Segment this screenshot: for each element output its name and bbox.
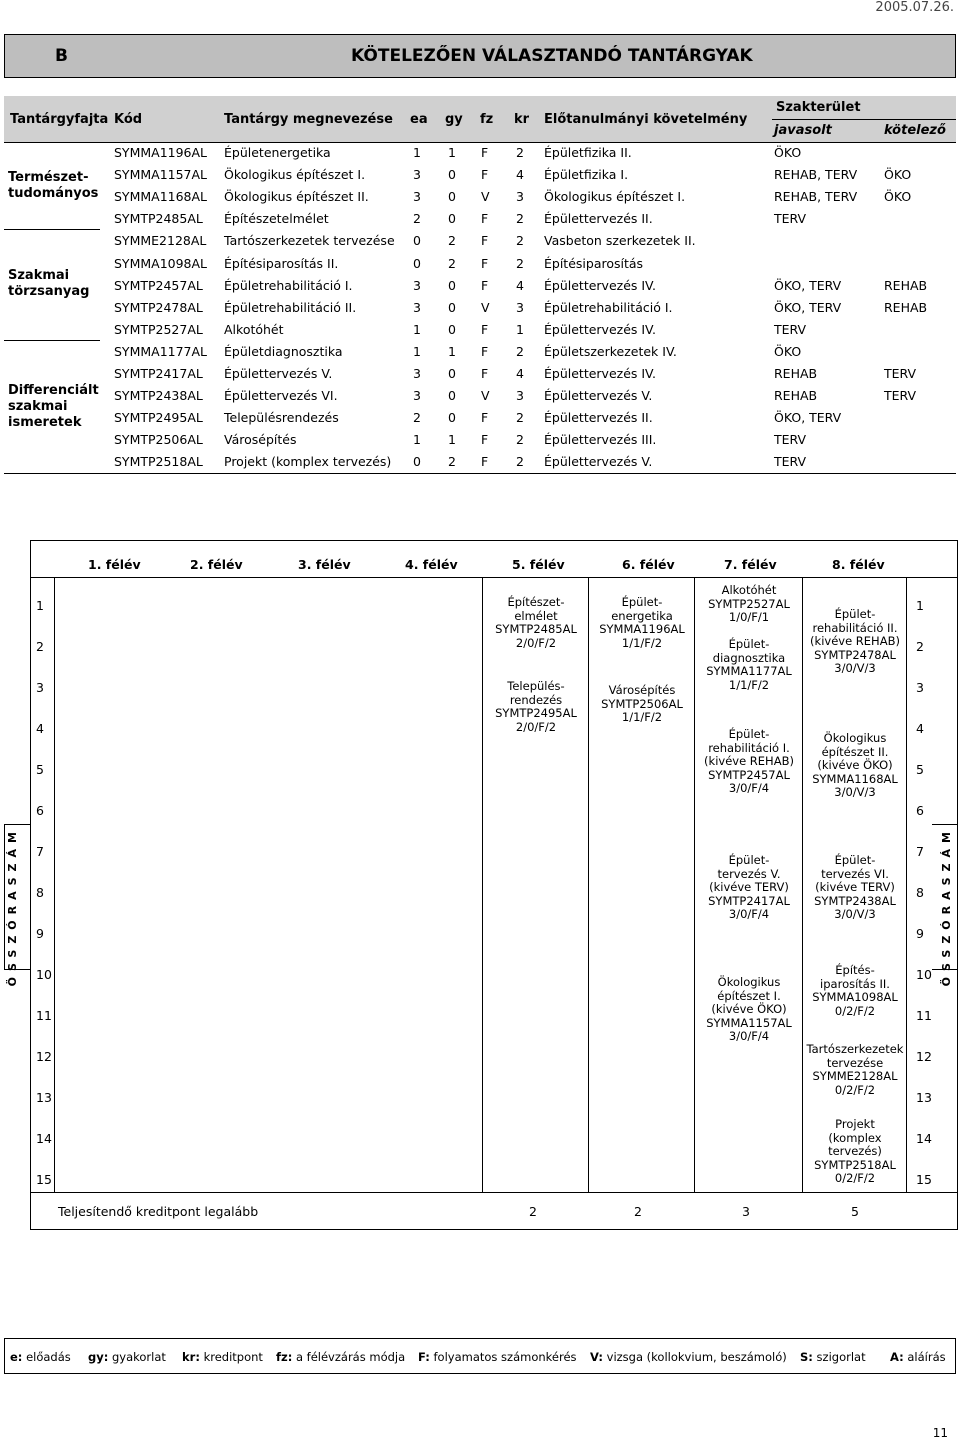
row-number: 8 bbox=[36, 885, 44, 900]
cell-ea: 3 bbox=[413, 366, 421, 381]
cell-elo: Épülettervezés V. bbox=[544, 388, 653, 404]
legend-item: kr: kreditpont bbox=[182, 1350, 263, 1364]
cell-jav: ÖKO, TERV bbox=[774, 299, 842, 315]
cell-ea: 2 bbox=[413, 211, 421, 227]
cell-nev: Ökologikus építészet II. bbox=[224, 189, 369, 205]
header-ea: ea bbox=[410, 112, 428, 127]
cell-kot: ÖKO bbox=[884, 167, 912, 183]
row-number: 2 bbox=[916, 639, 924, 654]
cell-jav: ÖKO, TERV bbox=[774, 410, 842, 426]
category-szakmai-torzsanyag: Szakmai törzsanyag bbox=[8, 268, 90, 299]
cell-ea: 0 bbox=[413, 454, 421, 470]
row-number: 7 bbox=[36, 844, 44, 859]
cell-kod: SYMTP2417AL bbox=[114, 366, 203, 381]
cell-kr: 2 bbox=[516, 343, 524, 359]
legend-item: S: szigorlat bbox=[800, 1350, 866, 1364]
semester-header: 4. félév bbox=[405, 557, 458, 572]
cell-ea: 1 bbox=[413, 432, 421, 448]
semester-header: 7. félév bbox=[724, 557, 777, 572]
cell-ea: 0 bbox=[413, 255, 421, 271]
cell-jav: REHAB bbox=[774, 366, 818, 381]
cell-fz: F bbox=[481, 366, 489, 381]
cell-fz: F bbox=[481, 454, 489, 470]
cell-fz: V bbox=[481, 388, 490, 404]
header-javasolt: javasolt bbox=[774, 123, 832, 138]
row-number: 4 bbox=[36, 721, 44, 736]
row-number: 5 bbox=[36, 762, 44, 777]
row-number: 9 bbox=[916, 926, 924, 941]
cell-nev: Épületrehabilitáció II. bbox=[224, 299, 357, 315]
cell-jav: REHAB bbox=[774, 388, 818, 404]
row-number: 12 bbox=[916, 1049, 932, 1064]
course-box-s8e: Tartószerkezetek tervezése SYMME2128AL 0/2/F/2 bbox=[806, 1042, 904, 1097]
row-number: 12 bbox=[36, 1049, 52, 1064]
cell-kod: SYMTP2485AL bbox=[114, 211, 203, 227]
row-number: 1 bbox=[916, 598, 924, 613]
cell-fz: F bbox=[481, 211, 489, 227]
cell-jav: TERV bbox=[774, 211, 807, 227]
cell-gy: 0 bbox=[448, 299, 456, 315]
cell-kot: TERV bbox=[884, 366, 917, 381]
cell-fz: F bbox=[481, 233, 489, 249]
cell-gy: 2 bbox=[448, 255, 456, 271]
page-title: KÖTELEZŐEN VÁLASZTANDÓ TANTÁRGYAK bbox=[351, 46, 753, 66]
row-number: 4 bbox=[916, 721, 924, 736]
row-number: 11 bbox=[916, 1008, 932, 1023]
cell-kod: SYMTP2518AL bbox=[114, 454, 203, 470]
cell-elo: Épületfizika I. bbox=[544, 167, 629, 183]
cell-fz: V bbox=[481, 299, 490, 315]
course-box-s5b: Település- rendezés SYMTP2495AL 2/0/F/2 bbox=[495, 679, 577, 734]
row-number: 1 bbox=[36, 598, 44, 613]
cell-nev: Épületrehabilitáció I. bbox=[224, 277, 353, 293]
row-number: 15 bbox=[916, 1172, 932, 1187]
cell-fz: F bbox=[481, 343, 489, 359]
cell-elo: Épülettervezés II. bbox=[544, 211, 653, 227]
page-number: 11 bbox=[932, 1426, 948, 1440]
credit-s6: 2 bbox=[634, 1204, 642, 1219]
cell-kr: 3 bbox=[516, 388, 524, 404]
row-number: 8 bbox=[916, 885, 924, 900]
cell-fz: F bbox=[481, 410, 489, 426]
cell-ea: 3 bbox=[413, 167, 421, 183]
cell-gy: 0 bbox=[448, 388, 456, 404]
cell-kr: 2 bbox=[516, 454, 524, 470]
cell-kod: SYMMA1196AL bbox=[114, 145, 208, 160]
header-fz: fz bbox=[480, 112, 494, 127]
section-letter: B bbox=[55, 46, 68, 66]
cell-kr: 3 bbox=[516, 299, 524, 315]
cell-ea: 1 bbox=[413, 145, 421, 160]
legend-item: gy: gyakorlat bbox=[88, 1350, 166, 1364]
cell-elo: Vasbeton szerkezetek II. bbox=[544, 233, 696, 249]
course-box-s5a: Építészet- elmélet SYMTP2485AL 2/0/F/2 bbox=[495, 595, 577, 650]
cell-nev: Alkotóhét bbox=[224, 321, 284, 337]
cell-ea: 0 bbox=[413, 233, 421, 249]
cell-fz: F bbox=[481, 255, 489, 271]
row-number: 3 bbox=[916, 680, 924, 695]
cell-kod: SYMTP2438AL bbox=[114, 388, 203, 404]
cell-gy: 0 bbox=[448, 321, 456, 337]
semester-header: 8. félév bbox=[832, 557, 885, 572]
cell-fz: F bbox=[481, 145, 489, 160]
legend-item: A: aláírás bbox=[890, 1350, 946, 1364]
header-kr: kr bbox=[514, 112, 530, 127]
row-number: 10 bbox=[916, 967, 932, 982]
cell-kr: 1 bbox=[516, 321, 524, 337]
cell-elo: Ökologikus építészet I. bbox=[544, 189, 686, 205]
course-box-s6a: Épület- energetika SYMMA1196AL 1/1/F/2 bbox=[599, 595, 685, 650]
row-number: 7 bbox=[916, 844, 924, 859]
row-number: 3 bbox=[36, 680, 44, 695]
document-date: 2005.07.26. bbox=[875, 0, 954, 15]
osszoraszam-right: ÖSSZÓRASZÁM bbox=[940, 826, 953, 987]
cell-elo: Épülettervezés III. bbox=[544, 432, 657, 448]
course-box-s8a: Épület- rehabilitáció II. (kivéve REHAB) SYMTP2478AL 3/0/V/3 bbox=[810, 607, 900, 675]
cell-kot: REHAB bbox=[884, 277, 928, 293]
row-number: 10 bbox=[36, 967, 52, 982]
cell-kod: SYMMA1157AL bbox=[114, 167, 208, 183]
semester-header: 1. félév bbox=[88, 557, 141, 572]
cell-nev: Építészetelmélet bbox=[224, 211, 329, 227]
course-box-s7e: Ökologikus építészet I. (kivéve ÖKO) SYMMA1157AL 3/0/F/4 bbox=[706, 975, 792, 1043]
cell-kod: SYMMA1098AL bbox=[114, 255, 208, 271]
cell-elo: Épülettervezés II. bbox=[544, 410, 653, 426]
cell-nev: Épülettervezés VI. bbox=[224, 388, 338, 404]
cell-gy: 1 bbox=[448, 432, 456, 448]
cell-kod: SYMTP2527AL bbox=[114, 321, 203, 337]
cell-ea: 3 bbox=[413, 277, 421, 293]
cell-jav: TERV bbox=[774, 454, 807, 470]
cell-nev: Városépítés bbox=[224, 432, 297, 448]
cell-kr: 2 bbox=[516, 211, 524, 227]
cell-gy: 1 bbox=[448, 145, 456, 160]
cell-jav: TERV bbox=[774, 321, 807, 337]
cell-elo: Épületrehabilitáció I. bbox=[544, 299, 673, 315]
credit-label: Teljesítendő kreditpont legalább bbox=[58, 1204, 259, 1219]
cell-kod: SYMTP2495AL bbox=[114, 410, 203, 426]
semester-header: 3. félév bbox=[298, 557, 351, 572]
course-box-s6b: Városépítés SYMTP2506AL 1/1/F/2 bbox=[601, 683, 683, 724]
row-number: 15 bbox=[36, 1172, 52, 1187]
credit-s7: 3 bbox=[742, 1204, 750, 1219]
cell-jav: TERV bbox=[774, 432, 807, 448]
cell-fz: F bbox=[481, 167, 489, 183]
cell-kr: 3 bbox=[516, 189, 524, 205]
cell-elo: Épülettervezés IV. bbox=[544, 277, 656, 293]
course-box-s8c: Épület- tervezés VI. (kivéve TERV) SYMTP2438AL 3/0/V/3 bbox=[814, 853, 896, 921]
cell-gy: 0 bbox=[448, 167, 456, 183]
course-box-s8f: Projekt (komplex tervezés) SYMTP2518AL 0/2/F/2 bbox=[814, 1117, 896, 1185]
header-gy: gy bbox=[445, 112, 463, 127]
category-termeszettudomanyos: Természet- tudományos bbox=[8, 170, 99, 201]
cell-ea: 1 bbox=[413, 343, 421, 359]
row-number: 6 bbox=[36, 803, 44, 818]
cell-gy: 0 bbox=[448, 211, 456, 227]
header-kod: Kód bbox=[114, 112, 143, 127]
legend-item: F: folyamatos számonkérés bbox=[418, 1350, 577, 1364]
course-box-s8d: Építés- iparosítás II. SYMMA1098AL 0/2/F/2 bbox=[812, 963, 898, 1018]
cell-gy: 1 bbox=[448, 343, 456, 359]
course-box-s7c: Épület- rehabilitáció I. (kivéve REHAB) SYMTP2457AL 3/0/F/4 bbox=[704, 727, 794, 795]
cell-ea: 3 bbox=[413, 299, 421, 315]
course-box-s7b: Épület- diagnosztika SYMMA1177AL 1/1/F/2 bbox=[706, 637, 792, 692]
cell-kot: REHAB bbox=[884, 299, 928, 315]
cell-kod: SYMMA1168AL bbox=[114, 189, 208, 205]
row-number: 2 bbox=[36, 639, 44, 654]
cell-jav: REHAB, TERV bbox=[774, 167, 858, 183]
cell-kr: 4 bbox=[516, 277, 524, 293]
cell-kr: 2 bbox=[516, 255, 524, 271]
semester-header: 2. félév bbox=[190, 557, 243, 572]
cell-kot: ÖKO bbox=[884, 189, 912, 205]
cell-gy: 0 bbox=[448, 277, 456, 293]
credit-s8: 5 bbox=[851, 1204, 859, 1219]
cell-fz: F bbox=[481, 277, 489, 293]
cell-nev: Projekt (komplex tervezés) bbox=[224, 454, 392, 470]
cell-jav: ÖKO, TERV bbox=[774, 277, 842, 293]
legend-item: e: előadás bbox=[10, 1350, 71, 1364]
row-number: 6 bbox=[916, 803, 924, 818]
cell-kod: SYMTP2506AL bbox=[114, 432, 203, 448]
row-number: 5 bbox=[916, 762, 924, 777]
cell-gy: 2 bbox=[448, 233, 456, 249]
semester-header: 6. félév bbox=[622, 557, 675, 572]
cell-gy: 0 bbox=[448, 366, 456, 381]
cell-kr: 2 bbox=[516, 432, 524, 448]
header-kotelezo: kötelező bbox=[884, 123, 946, 138]
header-szakterulet: Szakterület bbox=[776, 100, 861, 115]
cell-kod: SYMTP2478AL bbox=[114, 299, 203, 315]
cell-nev: Épületdiagnosztika bbox=[224, 343, 343, 359]
cell-gy: 0 bbox=[448, 410, 456, 426]
cell-nev: Épületenergetika bbox=[224, 145, 331, 160]
cell-gy: 0 bbox=[448, 189, 456, 205]
cell-nev: Építésiparosítás II. bbox=[224, 255, 339, 271]
row-number: 11 bbox=[36, 1008, 52, 1023]
cell-ea: 3 bbox=[413, 189, 421, 205]
title-bar bbox=[4, 34, 956, 78]
cell-kod: SYMMA1177AL bbox=[114, 343, 208, 359]
cell-nev: Épülettervezés V. bbox=[224, 366, 333, 381]
cell-nev: Ökologikus építészet I. bbox=[224, 167, 366, 183]
cell-kod: SYMME2128AL bbox=[114, 233, 207, 249]
cell-jav: ÖKO bbox=[774, 145, 802, 160]
header-nev: Tantárgy megnevezése bbox=[224, 112, 393, 127]
cell-kr: 2 bbox=[516, 233, 524, 249]
credit-s5: 2 bbox=[529, 1204, 537, 1219]
cell-kr: 2 bbox=[516, 410, 524, 426]
cell-elo: Épületfizika II. bbox=[544, 145, 632, 160]
cell-elo: Épülettervezés V. bbox=[544, 454, 653, 470]
legend-item: fz: a félévzárás módja bbox=[276, 1350, 406, 1364]
row-number: 13 bbox=[916, 1090, 932, 1105]
cell-ea: 2 bbox=[413, 410, 421, 426]
cell-nev: Településrendezés bbox=[224, 410, 339, 426]
cell-fz: V bbox=[481, 189, 490, 205]
cell-elo: Épületszerkezetek IV. bbox=[544, 343, 677, 359]
course-box-s7d: Épület- tervezés V. (kivéve TERV) SYMTP2417AL 3/0/F/4 bbox=[708, 853, 790, 921]
cell-jav: ÖKO bbox=[774, 343, 802, 359]
cell-fz: F bbox=[481, 432, 489, 448]
cell-elo: Épülettervezés IV. bbox=[544, 366, 656, 381]
row-number: 13 bbox=[36, 1090, 52, 1105]
row-number: 14 bbox=[36, 1131, 52, 1146]
cell-gy: 2 bbox=[448, 454, 456, 470]
course-box-s8b: Ökologikus építészet II. (kivéve ÖKO) SYMMA1168AL 3/0/V/3 bbox=[812, 731, 898, 799]
category-differencialt: Differenciált szakmai ismeretek bbox=[8, 383, 99, 430]
row-number: 14 bbox=[916, 1131, 932, 1146]
cell-fz: F bbox=[481, 321, 489, 337]
cell-elo: Építésiparosítás bbox=[544, 255, 644, 271]
cell-elo: Épülettervezés IV. bbox=[544, 321, 656, 337]
course-box-s7a: Alkotóhét SYMTP2527AL 1/0/F/1 bbox=[708, 583, 790, 624]
osszoraszam-left: ÖSSZÓRASZÁM bbox=[6, 826, 19, 987]
cell-kr: 2 bbox=[516, 145, 524, 160]
cell-nev: Tartószerkezetek tervezése bbox=[224, 233, 395, 249]
cell-kod: SYMTP2457AL bbox=[114, 277, 203, 293]
cell-kot: TERV bbox=[884, 388, 917, 404]
cell-jav: REHAB, TERV bbox=[774, 189, 858, 205]
cell-ea: 1 bbox=[413, 321, 421, 337]
legend-item: V: vizsga (kollokvium, beszámoló) bbox=[590, 1350, 787, 1364]
header-elo: Előtanulmányi követelmény bbox=[544, 112, 748, 127]
cell-kr: 4 bbox=[516, 366, 524, 381]
semester-header: 5. félév bbox=[512, 557, 565, 572]
cell-ea: 3 bbox=[413, 388, 421, 404]
header-tantargyfajta: Tantárgyfajta bbox=[10, 112, 109, 127]
row-number: 9 bbox=[36, 926, 44, 941]
cell-kr: 4 bbox=[516, 167, 524, 183]
